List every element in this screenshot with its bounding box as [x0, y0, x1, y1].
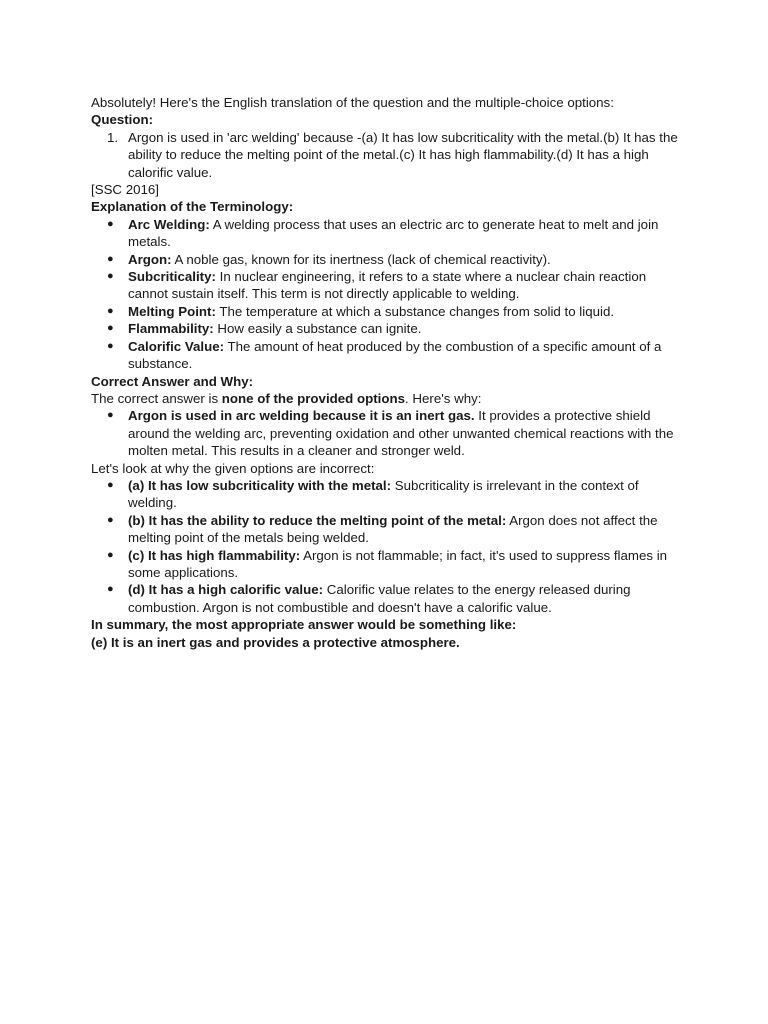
option-label: (d) It has a high calorific value:: [128, 582, 324, 598]
option-item: [91, 547, 678, 582]
terminology-item: [91, 216, 678, 251]
reason-text: It provides a protective shield around the welding arc, preventing oxidation and other unwanted chemical reactions with the molten metal. This results in a cleaner and stronger weld.: [128, 408, 674, 459]
options-list: [91, 477, 678, 616]
terminology-heading: Explanation of the Terminology:: [91, 199, 294, 215]
question-list: [91, 129, 678, 181]
term-label: Calorific Value:: [128, 338, 225, 354]
answer-prefix: The correct answer is: [91, 390, 222, 406]
question-number: 1.: [107, 129, 119, 145]
answer-heading: Correct Answer and Why:: [91, 373, 254, 389]
bullet-icon: ●: [107, 513, 114, 526]
answer-reason-list: [91, 407, 678, 459]
summary-answer: (e) It is an inert gas and provides a protective atmosphere.: [91, 634, 460, 650]
reason-bold: Argon is used in arc welding because it is an inert gas.: [128, 408, 475, 424]
option-explanation: Calorific value relates to the energy released during combustion. Argon is not combustible and doesn't have a calorific value.: [128, 582, 631, 615]
intro-text: Absolutely! Here's the English translation of the question and the multiple-choice options:: [91, 95, 614, 110]
bullet-icon: ●: [107, 252, 114, 265]
term-description: In nuclear engineering, it refers to a state where a nuclear chain reaction cannot sustain itself. This term is not directly applicable to welding.: [128, 269, 647, 302]
terminology-item: [91, 268, 678, 303]
option-label: (c) It has high flammability:: [128, 547, 301, 563]
bullet-icon: ●: [107, 270, 114, 283]
term-label: Argon:: [128, 251, 172, 267]
incorrect-intro: Let's look at why the given options are incorrect:: [91, 460, 375, 476]
summary-heading: In summary, the most appropriate answer would be something like:: [91, 617, 517, 633]
bullet-icon: ●: [107, 304, 114, 317]
question-text: Argon is used in 'arc welding' because -(a) It has low subcriticality with the metal.(b) It has the ability to reduce the melting point of the metal.(c) It has high flammability.(d) It has a high calorific value.: [128, 129, 678, 180]
option-item: [91, 512, 678, 547]
term-description: The amount of heat produced by the combustion of a specific amount of a substance.: [128, 338, 662, 372]
term-description: How easily a substance can ignite.: [213, 321, 422, 337]
bullet-icon: ●: [107, 478, 114, 491]
question-heading: Question:: [91, 112, 154, 128]
term-description: A welding process that uses an electric arc to generate heat to melt and join metals.: [128, 216, 659, 250]
answer-line: [91, 390, 678, 407]
bullet-icon: ●: [107, 322, 114, 335]
terminology-item: [91, 320, 678, 337]
option-explanation: Subcriticality is irrelevant in the context of welding.: [128, 477, 639, 511]
option-explanation: Argon does not affect the melting point of the metals being welded.: [128, 512, 658, 546]
term-label: Melting Point:: [128, 303, 216, 319]
terminology-item: [91, 303, 678, 320]
option-explanation: Argon is not flammable; in fact, it's used to suppress flames in some applications.: [128, 547, 668, 580]
question-item: [91, 129, 678, 181]
term-label: Arc Welding:: [128, 216, 210, 232]
term-description: A noble gas, known for its inertness (lack of chemical reactivity).: [171, 251, 551, 267]
terminology-item: [91, 251, 678, 268]
bullet-icon: ●: [107, 217, 114, 230]
term-label: Flammability:: [128, 321, 214, 337]
bullet-icon: ●: [107, 583, 114, 596]
option-label: (a) It has low subcriticality with the metal:: [128, 477, 392, 493]
source-label: [SSC 2016]: [91, 182, 160, 198]
bullet-icon: ●: [107, 548, 114, 561]
bullet-icon: ●: [107, 339, 114, 352]
answer-bold: none of the provided options: [221, 390, 405, 406]
bullet-icon: ●: [107, 409, 114, 422]
term-description: The temperature at which a substance changes from solid to liquid.: [215, 303, 615, 319]
terminology-item: [91, 338, 678, 373]
option-label: (b) It has the ability to reduce the melting point of the metal:: [128, 512, 507, 528]
term-label: Subcriticality:: [128, 269, 216, 285]
answer-suffix: . Here's why:: [405, 390, 482, 406]
terminology-list: [91, 216, 678, 373]
option-item: [91, 477, 678, 512]
option-item: [91, 581, 678, 616]
answer-reason-item: [91, 407, 678, 459]
